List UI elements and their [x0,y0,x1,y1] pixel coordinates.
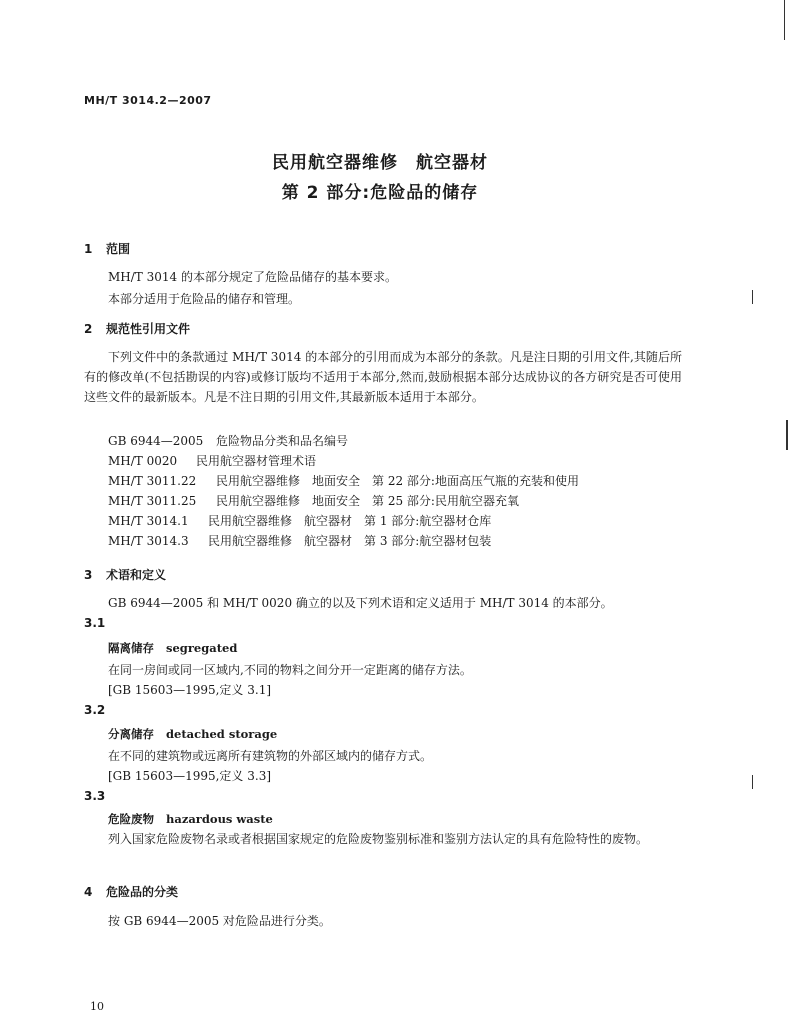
reference-code: MH/T 3011.22 [108,474,197,488]
standard-code: MH/T 3014.2—2007 [84,94,212,107]
reference-title: 民用航空器维修 地面安全 第 25 部分:民用航空器充氧 [216,494,519,508]
section-number: 4 [84,885,93,899]
section-1-para-2: 本部分适用于危险品的储存和管理。 [108,292,301,306]
reference-item [108,452,316,469]
term-en: hazardous waste [166,812,273,826]
section-4-para-1: 按 GB 6944—2005 对危险品进行分类。 [108,914,331,928]
section-4-heading [84,883,178,900]
term-number: 3.2 [84,703,106,717]
term-heading [108,640,237,656]
term-definition: 在同一房间或同一区域内,不同的物料之间分开一定距离的储存方法。 [108,663,472,677]
term-en: detached storage [166,727,278,741]
scan-artifact [752,290,753,304]
reference-item [108,512,491,529]
section-1-heading [84,240,130,257]
term-number: 3.3 [84,789,106,803]
reference-code: GB 6944—2005 [108,434,204,448]
section-number: 2 [84,322,93,336]
section-3-heading [84,566,166,583]
reference-item [108,432,348,449]
section-number: 1 [84,242,93,256]
term-heading [108,726,277,742]
section-1-para-1: MH/T 3014 的本部分规定了危险品储存的基本要求。 [108,270,397,284]
scan-artifact [786,420,788,450]
reference-title: 民用航空器维修 航空器材 第 3 部分:航空器材包装 [208,534,492,548]
term-definition: 在不同的建筑物或远离所有建筑物的外部区域内的储存方式。 [108,749,433,763]
reference-item [108,492,519,509]
reference-title: 民用航空器材管理术语 [196,454,317,468]
term-zh: 分离储存 [108,727,154,741]
section-number: 3 [84,568,93,582]
reference-item [108,472,579,489]
term-zh: 隔离储存 [108,641,154,655]
section-title: 术语和定义 [106,568,167,582]
section-3-intro: GB 6944—2005 和 MH/T 0020 确立的以及下列术语和定义适用于 MH/T 3014 的本部分。 [108,596,613,610]
reference-item [108,532,491,549]
reference-code: MH/T 3014.3 [108,534,189,548]
reference-title: 民用航空器维修 地面安全 第 22 部分:地面高压气瓶的充装和使用 [216,474,579,488]
section-title: 危险品的分类 [106,885,179,899]
term-zh: 危险废物 [108,812,154,826]
term-number: 3.1 [84,616,106,630]
scan-artifact [752,775,753,789]
document-title-line2: 第 2 部分:危险品的储存 [281,183,479,203]
term-source: [GB 15603—1995,定义 3.1] [108,683,272,697]
term-definition: 列入国家危险废物名录或者根据国家规定的危险废物鉴别标准和鉴别方法认定的具有危险特性的废物。 [108,832,649,846]
reference-code: MH/T 3014.1 [108,514,189,528]
section-title: 范围 [106,242,131,256]
scan-artifact [784,0,785,40]
page-number: 10 [90,1000,104,1013]
section-2-heading [84,320,190,337]
term-source: [GB 15603—1995,定义 3.3] [108,769,272,783]
reference-title: 民用航空器维修 航空器材 第 1 部分:航空器材仓库 [208,514,492,528]
section-title: 规范性引用文件 [106,322,191,336]
term-heading [108,811,273,827]
reference-code: MH/T 3011.25 [108,494,197,508]
section-2-intro: 下列文件中的条款通过 MH/T 3014 的本部分的引用而成为本部分的条款。凡是注日期的引用文件,其随后所有的修改单(不包括勘误的内容)或修订版均不适用于本部分,然而,鼓励根据本部分达成协议的各方研究是否可使用这些文件的最新版本。凡是不注日期的引用文件,其最新版本适用于本部分。 [84,350,682,404]
term-en: segregated [166,641,238,655]
reference-code: MH/T 0020 [108,454,178,468]
reference-title: 危险物品分类和品名编号 [216,434,349,448]
document-title-line1: 民用航空器维修 航空器材 [272,153,488,173]
